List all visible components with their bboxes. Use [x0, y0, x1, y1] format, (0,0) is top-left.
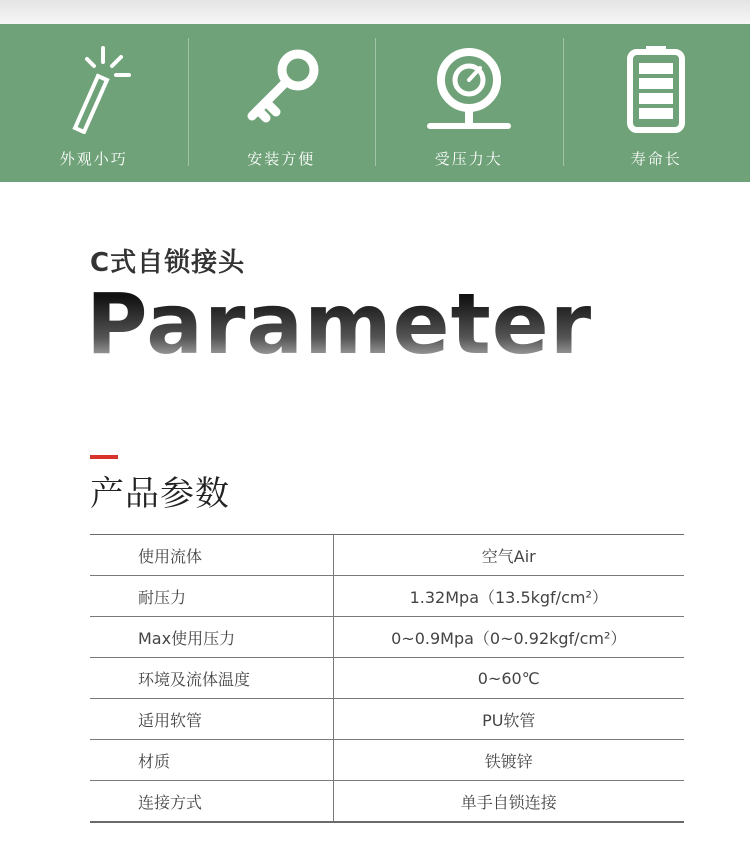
feature-compact [0, 24, 188, 182]
feature-long-life [563, 24, 750, 182]
magic-wand-icon [49, 42, 139, 134]
feature-label: 外观小巧 [59, 150, 128, 168]
feature-high-pressure [375, 24, 563, 182]
table-row [90, 699, 684, 740]
feature-label: 寿命长 [630, 150, 682, 168]
param-name: 适用软管 [90, 699, 333, 740]
param-name: 环境及流体温度 [90, 658, 333, 699]
param-value: 铁镀锌 [333, 740, 684, 781]
param-value: 1.32Mpa（13.5kgf/cm²） [333, 576, 684, 617]
param-name: 耐压力 [90, 576, 333, 617]
section-accent-bar [90, 455, 118, 459]
table-row [90, 740, 684, 781]
table-row [90, 576, 684, 617]
parameter-table [90, 534, 684, 823]
param-value: 0~60℃ [333, 658, 684, 699]
param-name: Max使用压力 [90, 617, 333, 658]
table-row [90, 617, 684, 658]
feature-easy-install [188, 24, 376, 182]
param-name: 材质 [90, 740, 333, 781]
param-value: 0~0.9Mpa（0~0.92kgf/cm²） [333, 617, 684, 658]
parameter-title: Parameter [86, 275, 593, 373]
param-name: 连接方式 [90, 781, 333, 823]
param-value: PU软管 [333, 699, 684, 740]
table-row [90, 781, 684, 823]
top-shadow [0, 0, 750, 24]
param-value: 单手自锁连接 [333, 781, 684, 823]
param-value: 空气Air [333, 535, 684, 576]
feature-label: 受压力大 [434, 150, 503, 168]
section-title: 产品参数 [90, 474, 230, 514]
product-subtitle: C式自锁接头 [90, 248, 246, 278]
param-name: 使用流体 [90, 535, 333, 576]
feature-bar [0, 24, 750, 182]
pressure-gauge-icon [424, 42, 514, 134]
table-row [90, 658, 684, 699]
key-icon [236, 42, 326, 134]
battery-icon [611, 42, 701, 134]
feature-label: 安装方便 [247, 150, 316, 168]
table-row [90, 535, 684, 576]
